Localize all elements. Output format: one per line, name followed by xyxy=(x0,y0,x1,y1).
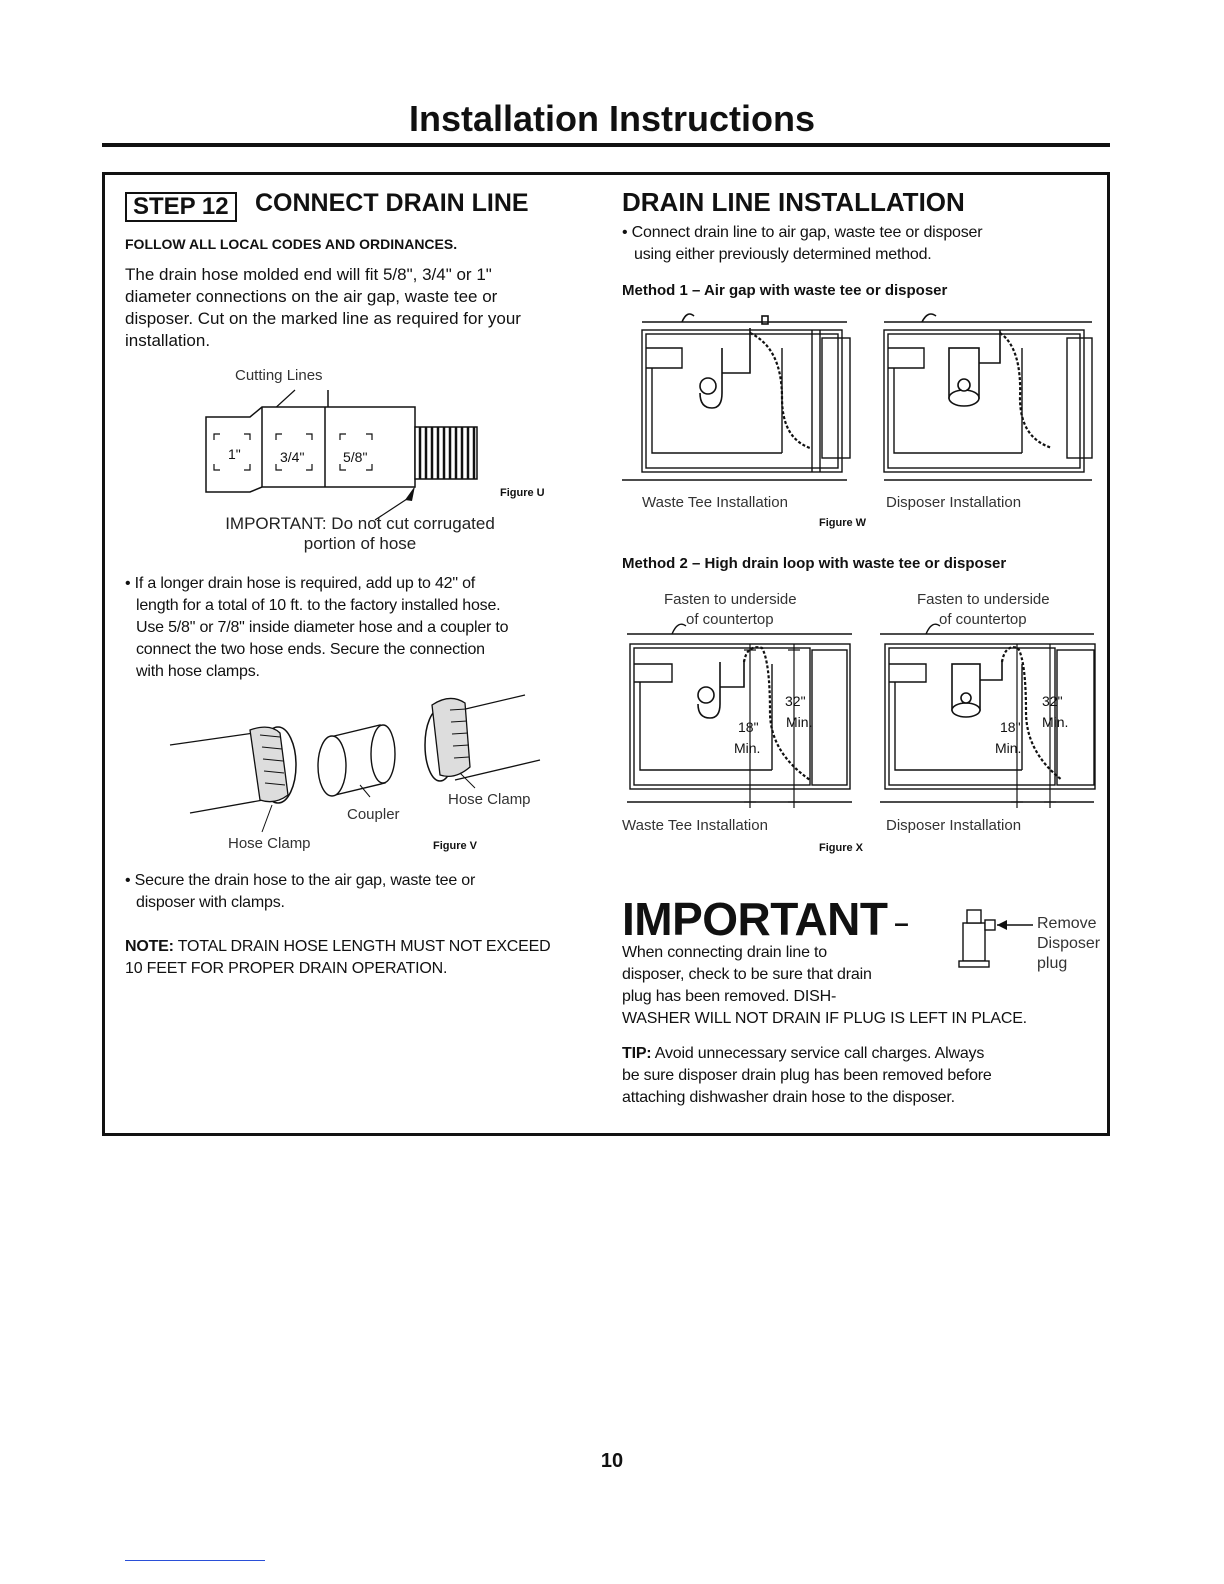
fasten-label-left-2: of countertop xyxy=(686,611,774,628)
important-line: disposer, check to be sure that drain xyxy=(622,966,872,983)
tip-label: TIP: xyxy=(622,1045,652,1062)
note-text: TOTAL DRAIN HOSE LENGTH MUST NOT EXCEED xyxy=(173,938,551,955)
disposer-caption: Disposer Installation xyxy=(886,817,1022,834)
waste-tee-cabinet xyxy=(622,322,850,480)
step-heading: CONNECT DRAIN LINE xyxy=(255,189,529,217)
figure-u-caption xyxy=(205,514,515,554)
remove-line: Disposer xyxy=(1037,935,1101,952)
remove-line: Remove xyxy=(1037,915,1097,932)
drain-line-heading: DRAIN LINE INSTALLATION xyxy=(622,187,965,217)
page-number: 10 xyxy=(600,1450,624,1472)
drain-hose xyxy=(1000,333,1052,448)
intro-paragraph xyxy=(125,264,521,352)
fasten-label-right-1: Fasten to underside xyxy=(917,591,1050,608)
note-line: 10 FEET FOR PROPER DRAIN OPERATION. xyxy=(125,960,448,977)
dim-32-label: 32" xyxy=(785,693,806,709)
disposer-caption: Disposer Installation xyxy=(886,494,1022,511)
note-line xyxy=(125,936,550,958)
cutting-lines-label: Cutting Lines xyxy=(235,367,323,384)
longer-hose-bullet xyxy=(125,573,508,683)
size-5-8-label: 5/8" xyxy=(343,449,368,465)
dim-32-min-label: Min. xyxy=(1042,714,1069,730)
figure-w-air-gap-diagram xyxy=(622,308,1092,511)
dim-32-min-label: Min. xyxy=(786,714,813,730)
important-dash: – xyxy=(887,907,909,938)
hose-clamp-right-label: Hose Clamp xyxy=(448,791,531,808)
size-1-inch-label: 1" xyxy=(228,446,241,462)
leader-line xyxy=(262,805,272,832)
bullet-line: disposer with clamps. xyxy=(136,894,285,911)
tip-line: be sure disposer drain plug has been removed before xyxy=(622,1067,992,1084)
arrowhead-icon xyxy=(405,486,415,501)
waste-tee-plumbing xyxy=(698,660,744,718)
bullet-line: • Secure the drain hose to the air gap, waste tee or xyxy=(125,872,476,889)
tip-text: Avoid unnecessary service call charges. Always xyxy=(651,1045,985,1062)
waste-tee-cabinet xyxy=(627,624,852,802)
tip-paragraph xyxy=(622,1043,992,1109)
coupler xyxy=(318,725,395,796)
remove-line: plug xyxy=(1037,955,1068,972)
waste-tee-caption: Waste Tee Installation xyxy=(622,817,768,834)
bullet-line: Use 5/8" or 7/8" inside diameter hose and a coupler to xyxy=(136,619,509,636)
connect-bullet xyxy=(622,222,982,266)
drain-hose xyxy=(750,333,810,448)
size-3-4-label: 3/4" xyxy=(280,449,305,465)
tip-line xyxy=(622,1043,992,1065)
bullet-line: using either previously determined method. xyxy=(634,246,932,263)
hose-clamp-left-label: Hose Clamp xyxy=(228,835,311,852)
important-word: IMPORTANT xyxy=(622,893,888,945)
remove-plug-label xyxy=(1037,914,1100,974)
disposer-unit xyxy=(922,314,1000,406)
important-line: When connecting drain line to xyxy=(622,944,827,961)
disposer-cabinet xyxy=(884,322,1092,480)
bullet-line: connect the two hose ends. Secure the connection xyxy=(136,641,485,658)
coupler-label: Coupler xyxy=(347,806,400,823)
important-line: WASHER WILL NOT DRAIN IF PLUG IS LEFT IN PLACE. xyxy=(622,1010,1027,1027)
bullet-line: • Connect drain line to air gap, waste tee or disposer xyxy=(622,224,983,241)
dim-18-label: 18" xyxy=(1000,719,1021,735)
important-cut-line: portion of hose xyxy=(303,534,417,553)
figure-w-label: Figure W xyxy=(819,517,867,529)
intro-line: installation. xyxy=(125,331,211,350)
note-paragraph xyxy=(125,936,550,980)
codes-subheading: FOLLOW ALL LOCAL CODES AND ORDINANCES. xyxy=(125,236,458,252)
method-2-heading: Method 2 – High drain loop with waste tee or disposer xyxy=(622,555,1007,572)
method-1-heading: Method 1 – Air gap with waste tee or disposer xyxy=(622,282,948,299)
fasten-label-left-1: Fasten to underside xyxy=(664,591,797,608)
page-title: Installation Instructions xyxy=(408,98,816,139)
important-heading xyxy=(622,892,908,946)
title-rule xyxy=(102,143,1110,147)
step-number-box: STEP 12 xyxy=(125,192,237,222)
figure-u-label: Figure U xyxy=(500,487,545,499)
dim-18-min-label: Min. xyxy=(995,740,1022,756)
figure-v-coupler-diagram xyxy=(170,685,550,860)
waste-tee-plumbing xyxy=(682,314,768,408)
dim-32-label: 32" xyxy=(1042,693,1063,709)
figure-x-label: Figure X xyxy=(819,842,864,854)
waste-tee-caption: Waste Tee Installation xyxy=(642,494,788,511)
bullet-line: length for a total of 10 ft. to the factory installed hose. xyxy=(136,597,501,614)
intro-line: disposer. Cut on the marked line as required for your xyxy=(125,309,521,328)
bullet-line: • If a longer drain hose is required, add up to 42" of xyxy=(125,575,476,592)
dim-18-label: 18" xyxy=(738,719,759,735)
tip-line: attaching dishwasher drain hose to the disposer. xyxy=(622,1089,955,1106)
figure-v-label: Figure V xyxy=(433,840,478,852)
important-line: plug has been removed. DISH- xyxy=(622,988,837,1005)
footer-link-line xyxy=(125,1560,265,1561)
intro-line: The drain hose molded end will fit 5/8", 3/4" or 1" xyxy=(125,265,492,284)
disposer-unit xyxy=(952,660,1002,717)
dim-18-min-label: Min. xyxy=(734,740,761,756)
important-cut-line: IMPORTANT: Do not cut corrugated xyxy=(225,514,495,533)
secure-hose-bullet xyxy=(125,870,475,914)
note-label: NOTE: xyxy=(125,938,174,955)
important-paragraph xyxy=(622,942,1027,1030)
intro-line: diameter connections on the air gap, waste tee or xyxy=(125,287,498,306)
bullet-line: with hose clamps. xyxy=(136,663,260,680)
fasten-label-right-2: of countertop xyxy=(939,611,1027,628)
figure-x-high-loop-diagram xyxy=(622,582,1102,837)
